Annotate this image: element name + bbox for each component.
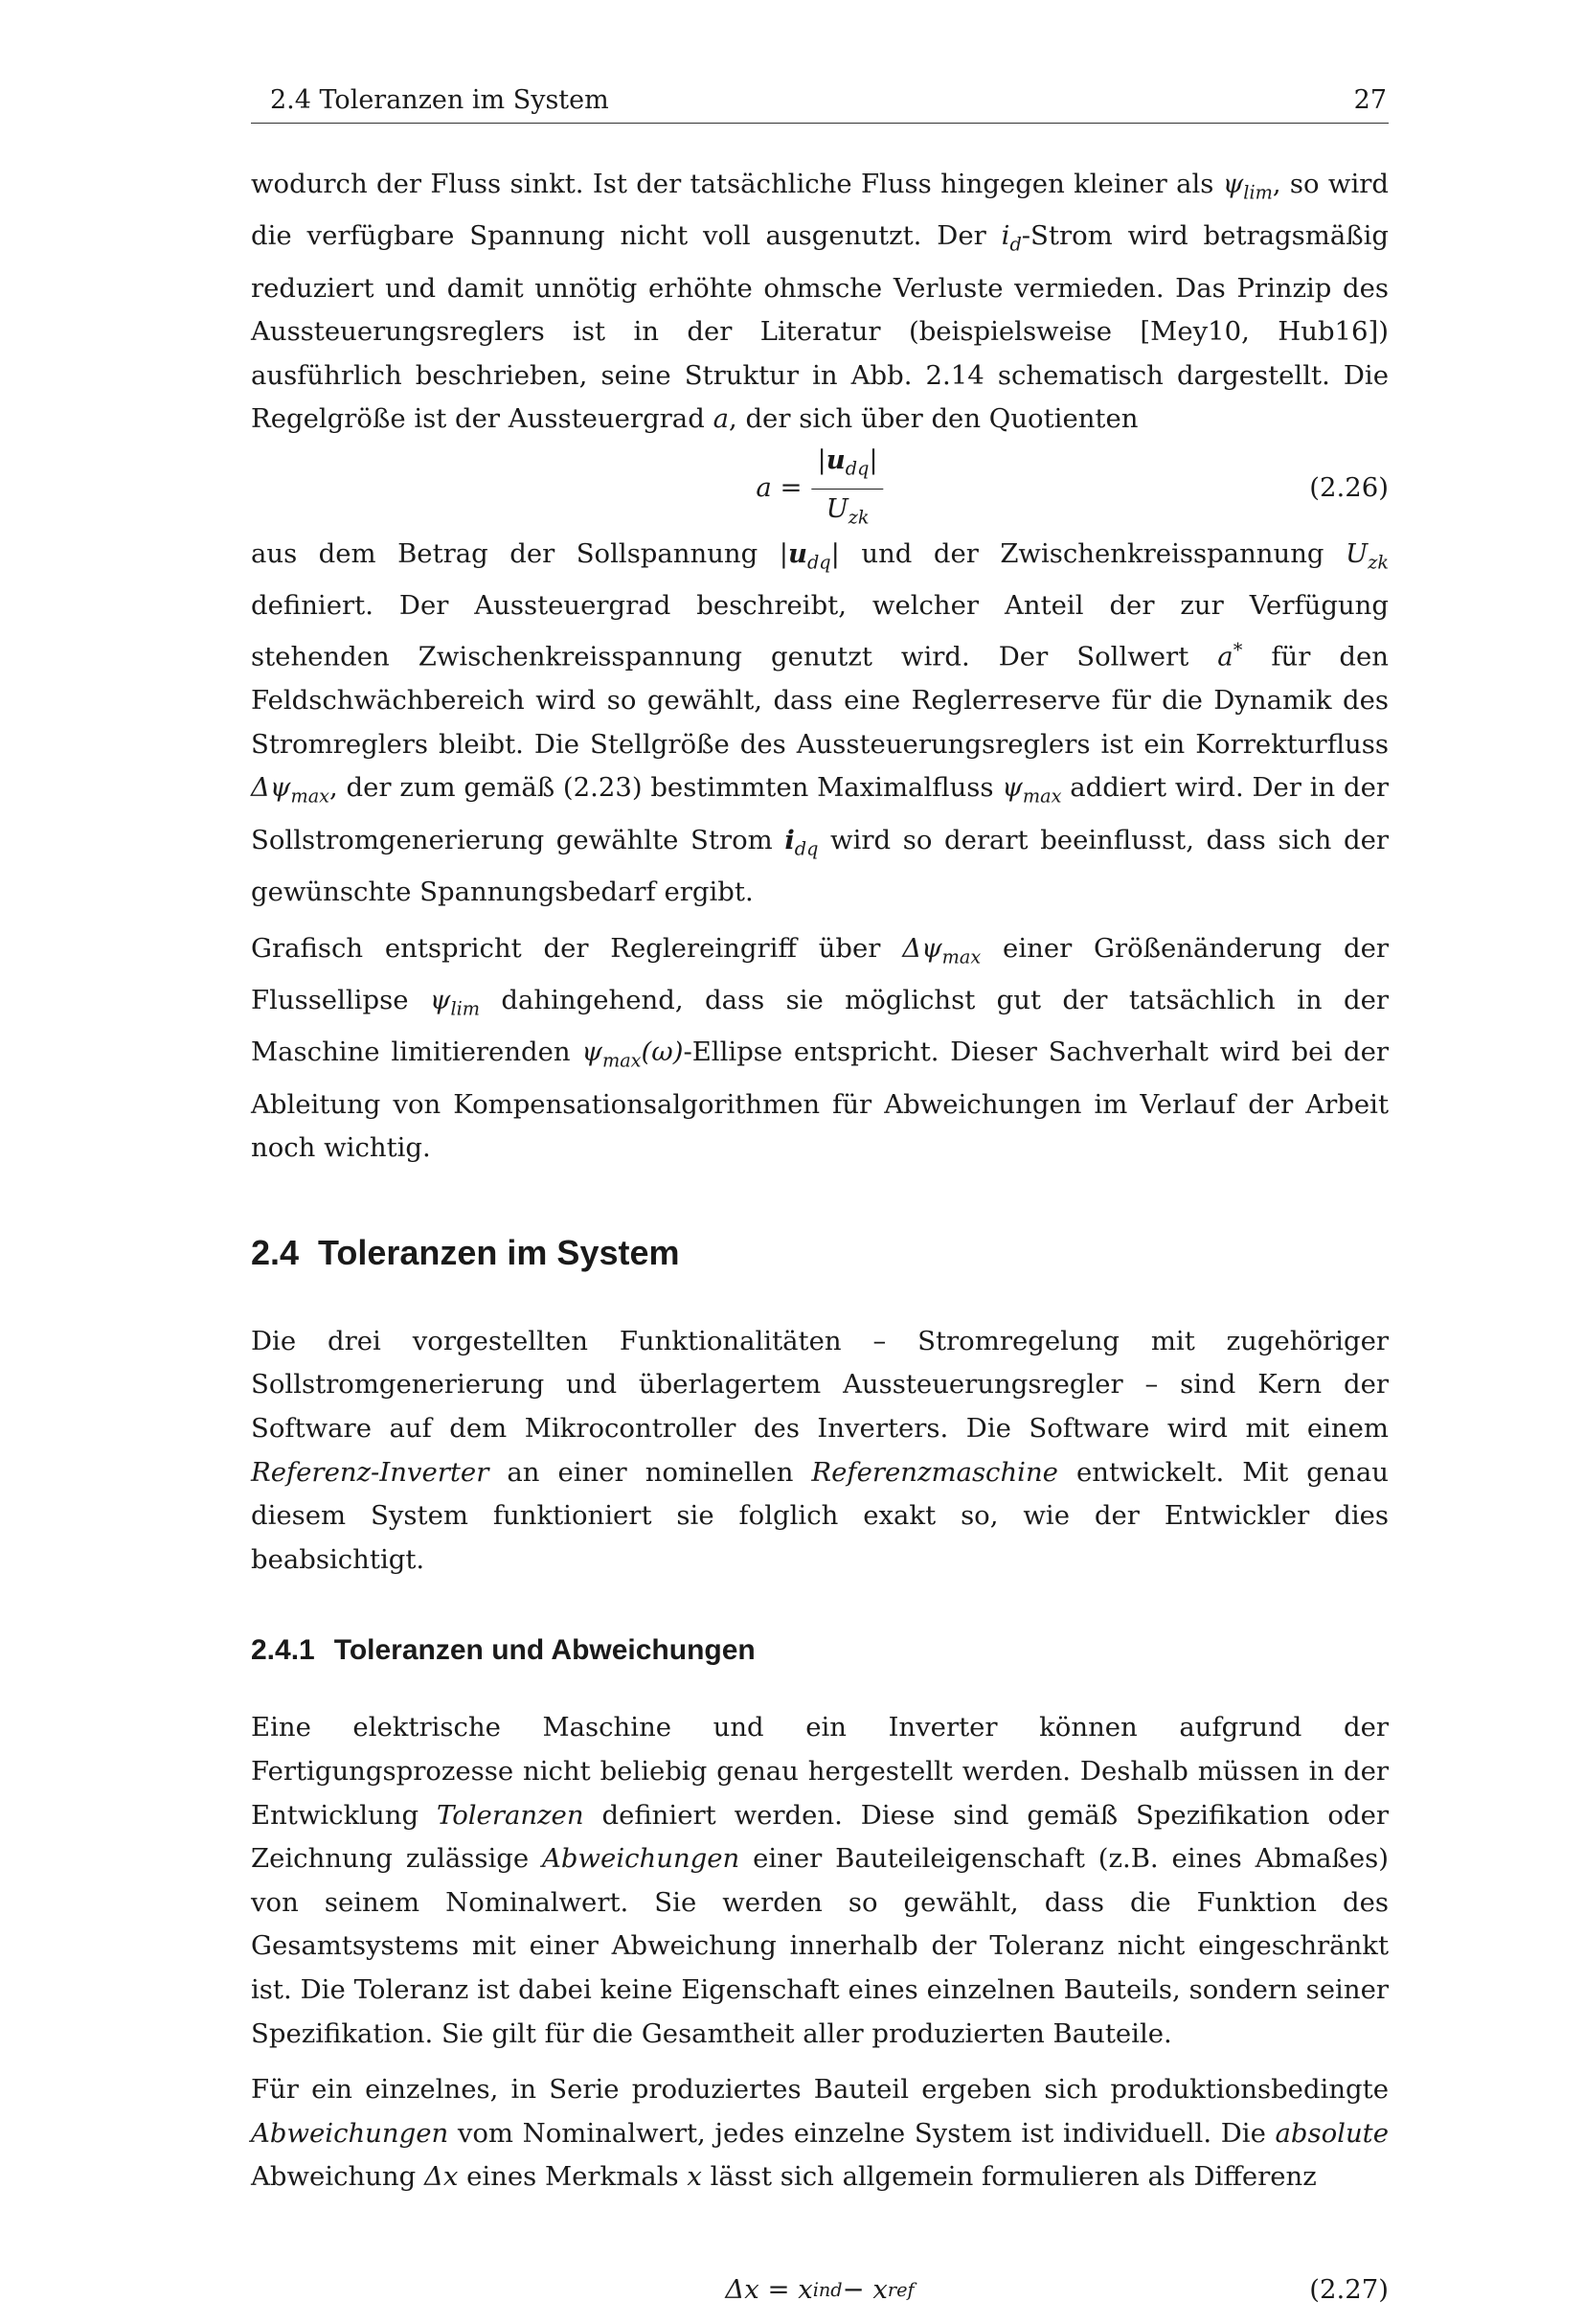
emphasis: absolute: [1275, 2117, 1389, 2149]
math-subscript: ref: [887, 2279, 915, 2302]
body-content: [251, 163, 1389, 2324]
math-u: u: [787, 538, 807, 570]
math-delta-psi: Δψ: [251, 772, 291, 804]
text: wird so derart beeinflusst, dass sich der gewünschte Spannungsbedarf ergibt.: [251, 824, 1390, 908]
text: lässt sich allgemein formulieren als Differenz: [701, 2161, 1317, 2193]
math-omega: (ω): [641, 1037, 684, 1068]
running-title: 2.4 Toleranzen im System: [270, 85, 609, 115]
math-x: x: [687, 2161, 702, 2193]
text: einer Bauteileigenschaft (z.B. eines Abmaßes) von seinem Nominalwert. Sie werden so gewählt, dass die Funktion des Gesamtsystems mit einer Abweichung innerhalb der Toleranz nicht eingeschränkt ist. Die Toleranz ist dabei keine Eigenschaft eines einzelnen Bauteils, sondern seiner Spezifikation. Sie gilt für die Gesamtheit aller produzierten Bauteile.: [251, 1843, 1389, 2049]
subsection-number: 2.4.1: [251, 1634, 315, 1667]
math-subscript: d: [1009, 234, 1022, 257]
subsection-title: Toleranzen und Abweichungen: [333, 1634, 756, 1667]
equation-2-27: [251, 2257, 1389, 2324]
math-psi: ψ: [1002, 772, 1023, 804]
running-header: [251, 79, 1389, 124]
math-subscript: dq: [794, 837, 819, 860]
text: eines Merkmals: [458, 2161, 688, 2193]
abs-bar: |: [869, 444, 878, 475]
paragraph-1: [251, 163, 1389, 442]
math-psi: ψ: [429, 984, 451, 1015]
emphasis: Abweichungen: [542, 1843, 740, 1875]
math-subscript: ind: [812, 2279, 843, 2302]
text: definiert. Der Aussteuergrad beschreibt, welcher Anteil der zur Verfügung stehenden Zwischenkreisspannung genutzt wird. Der Sollwert: [251, 590, 1389, 672]
section-title: Toleranzen im System: [318, 1232, 680, 1272]
emphasis: Referenz-Inverter: [251, 1456, 489, 1488]
equation-term: − x: [842, 2274, 888, 2306]
text: , der sich über den Quotienten: [728, 403, 1139, 435]
text: definiert werden. Diese sind gemäß Spezifikation oder Zeichnung zulässige: [251, 1799, 1389, 1875]
paragraph-6: [251, 2068, 1389, 2199]
math-U: U: [1346, 538, 1369, 570]
paragraph-3: [251, 927, 1389, 1171]
text: wodurch der Fluss sinkt. Ist der tatsächliche Fluss hingegen kleiner als: [251, 169, 1223, 199]
text: Für ein einzelnes, in Serie produziertes Bauteil ergeben sich produktionsbedingte: [251, 2074, 1389, 2106]
emphasis: Referenzmaschine: [811, 1456, 1058, 1488]
equation-number: (2.27): [1309, 2274, 1389, 2306]
text: , der zum gemäß (2.23) bestimmten Maximalfluss: [329, 772, 1003, 804]
emphasis: Abweichungen: [251, 2117, 449, 2149]
text: , so wird die verfügbare Spannung nicht voll ausgenutzt. Der: [251, 169, 1389, 252]
section-number: 2.4: [251, 1232, 300, 1272]
math-subscript: max: [290, 786, 330, 809]
math-subscript: max: [941, 946, 982, 968]
fraction-denominator: [826, 490, 870, 537]
equation-lhs: Δx = x: [725, 2274, 813, 2306]
math-subscript: max: [1022, 786, 1062, 809]
math-subscript: dq: [806, 551, 831, 574]
math-delta-x: Δx: [423, 2161, 459, 2193]
text: Die drei vorgestellten Funktionalitäten – Stromregelung mit zugehöriger Sollstromgenerierung und überlagertem Aussteuerungsregler – sind Kern der Software auf dem Mikrocontroller des Inverters. Die Software wird mit einem: [251, 1325, 1389, 1444]
math-delta-psi: Δψ: [902, 932, 942, 964]
text: -Ellipse entspricht. Dieser Sachverhalt wird bei der Ableitung von Kompensationsalgorithmen für Abweichungen im Verlauf der Arbeit noch wichtig.: [251, 1037, 1389, 1164]
text: an einer nominellen: [488, 1456, 812, 1488]
math-a: a: [1217, 641, 1233, 672]
abs-bar: |: [817, 444, 826, 475]
math-psi: ψ: [581, 1037, 602, 1068]
text: aus dem Betrag der Sollspannung |: [251, 538, 788, 570]
paragraph-2: [251, 533, 1389, 915]
paragraph-4: [251, 1320, 1389, 1583]
fraction-numerator: [812, 441, 884, 490]
subsection-heading: [251, 1631, 1389, 1670]
math-subscript: zk: [1368, 551, 1389, 574]
paragraph-5: [251, 1706, 1389, 2056]
math-a: a: [713, 403, 729, 435]
math-subscript: lim: [1243, 181, 1273, 204]
text: | und der Zwischenkreisspannung: [830, 538, 1346, 570]
equation-body: [756, 444, 883, 533]
text: Abweichung: [251, 2161, 424, 2193]
fraction: [812, 441, 884, 536]
math-i: i: [1001, 220, 1010, 252]
text: -Strom wird betragsmäßig reduziert und damit unnötig erhöhte ohmsche Verluste vermieden. Das Prinzip des Aussteuerungsreglers ist in der Literatur (beispielsweise [Mey10, Hub16]) ausführlich beschrieben, seine Struktur in Abb. 2.14 schematisch dargestellt. Die Regelgröße ist der Aussteuergrad: [251, 220, 1389, 435]
text: einer Größenänderung der Flussellipse: [251, 932, 1389, 1015]
math-psi: ψ: [1222, 169, 1244, 199]
text: Eine elektrische Maschine und ein Inverter können aufgrund der Fertigungsprozesse nicht beliebig genau hergestellt werden. Deshalb müssen in der Entwicklung: [251, 1712, 1389, 1831]
math-subscript: lim: [450, 997, 481, 1020]
math-i: i: [784, 824, 795, 855]
math-subscript: dq: [845, 457, 870, 480]
math-u: u: [826, 444, 846, 475]
emphasis: Toleranzen: [436, 1799, 584, 1831]
equation-body: [725, 2257, 914, 2324]
equation-2-26: [251, 444, 1389, 533]
text: entwickelt. Mit genau diesem System funktioniert sie folglich exakt so, wie der Entwickler dies beabsichtigt.: [251, 1456, 1389, 1575]
text: dahingehend, dass sie möglichst gut der tatsächlich in der Maschine limitierenden: [251, 984, 1389, 1068]
equation-lhs: a =: [756, 472, 803, 504]
text: Grafisch entspricht der Reglereingriff über: [251, 932, 903, 964]
text: vom Nominalwert, jedes einzelne System ist individuell. Die: [448, 2117, 1276, 2149]
page-number: 27: [1353, 85, 1387, 115]
text: addiert wird. Der in der Sollstromgenerierung gewählte Strom: [251, 772, 1389, 855]
text: für den Feldschwächbereich wird so gewählt, dass eine Reglerreserve für die Dynamik des Stromreglers bleibt. Die Stellgröße des Aussteuerungsreglers ist ein Korrekturfluss: [251, 641, 1389, 760]
math-U: U: [826, 492, 849, 524]
section-heading: [251, 1230, 1389, 1276]
math-superscript: *: [1233, 638, 1243, 661]
math-subscript: zk: [848, 506, 870, 529]
equation-number: (2.26): [1309, 472, 1389, 504]
math-subscript: max: [601, 1050, 642, 1072]
